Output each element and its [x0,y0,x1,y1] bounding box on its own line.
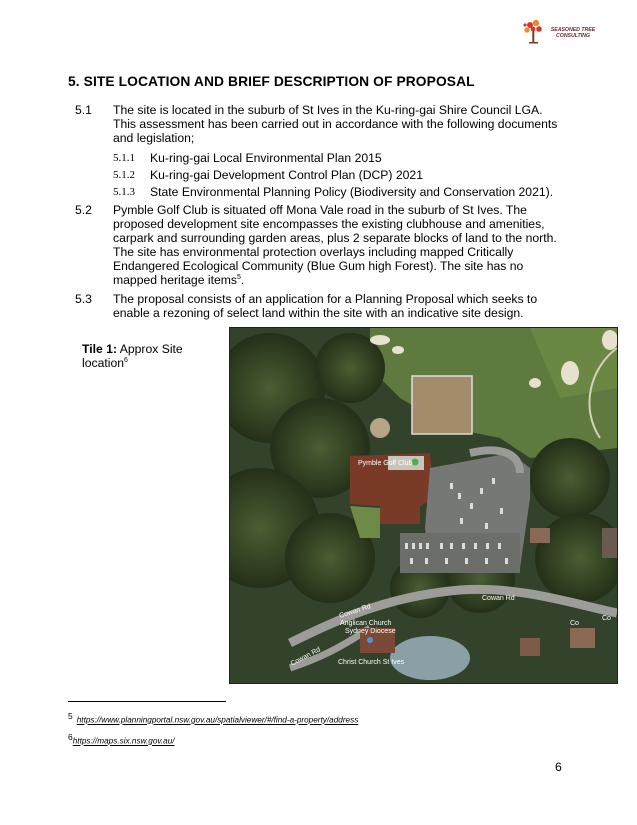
subitem-text-5-1-1: Ku-ring-gai Local Environmental Plan 2015 [150,151,382,165]
subitem-number-5-1-1: 5.1.1 [113,152,135,164]
item-text-5-1: The site is located in the suburb of St Ives in the Ku-ring-gai Shire Council LGA. This assessment has been carried out in accordance with the following documents and legislation; [113,103,558,145]
map-label-church-1: Anglican Church [340,620,392,627]
item-number-5-2: 5.2 [75,203,92,217]
footnote-divider [68,701,226,702]
footnote-ref-6[interactable]: 6 [124,356,128,364]
subitem-text-5-1-3: State Environmental Planning Policy (Biodiversity and Conservation 2021). [150,185,554,199]
map-label-road-4: Co [602,615,611,622]
map-label-church-3: Christ Church St Ives [338,659,405,666]
subitem-text-5-1-2: Ku-ring-gai Development Control Plan (DCP) 2021 [150,168,423,182]
map-label-shop: Co [570,620,579,627]
footnote-6 [68,732,175,746]
tile-label: Tile 1: [82,342,117,356]
logo-line-2: CONSULTING [556,33,590,39]
footnote-5-number: 5 [68,711,73,721]
footnote-6-link[interactable]: https://maps.six.nsw.gov.au/ [72,736,175,746]
footnote-6-number: 6 [68,732,73,742]
map-label-road-1: Cowan Rd [482,595,515,602]
aerial-site-map [229,327,618,684]
item-text-5-2-body: Pymble Golf Club is situated off Mona Vale road in the suburb of St Ives. The proposed development site encompasses the existing clubhouse and amenities, carpark and surrounding garden areas, plus 2 separate blocks of land to the north. The site has environmental protection overlays including mapped Critically Endangered Ecological Community (Blue Gum high Forest). The site has no mapped heritage items [113,203,557,287]
item-text-5-2 [113,203,563,287]
aerial-map-graphic [230,328,617,683]
company-logo [522,18,602,50]
map-label-road-2: Cowan Rd [338,603,372,620]
map-label-church-2: Sydney Diocese [345,628,396,635]
subitem-number-5-1-2: 5.1.2 [113,169,135,181]
section-heading: 5. SITE LOCATION AND BRIEF DESCRIPTION OF PROPOSAL [68,74,475,89]
item-text-5-3: The proposal consists of an application for a Planning Proposal which seeks to enable a rezoning of select land within the site with an indicative site design. [113,292,538,320]
footnote-ref-5[interactable]: 5 [236,273,241,281]
tree-logo-icon [522,18,546,46]
tile-text: Approx Site location [82,342,183,370]
subitem-number-5-1-3: 5.1.3 [113,186,135,198]
footnote-5 [68,711,358,725]
map-label-club: Pymble Golf Club [358,460,413,467]
tile-caption [82,342,212,370]
logo-line-1: SEASONED TREE [550,27,596,33]
item-number-5-3: 5.3 [75,292,92,306]
footnote-5-link[interactable]: https://www.planningportal.nsw.gov.au/spatialviewer/#/find-a-property/address [76,715,359,725]
item-number-5-1: 5.1 [75,103,92,117]
item-text-5-2-end: . [240,273,245,287]
logo-text [544,27,602,39]
map-label-road-3: Cowan Rd [289,646,322,668]
page-number: 6 [555,760,562,774]
